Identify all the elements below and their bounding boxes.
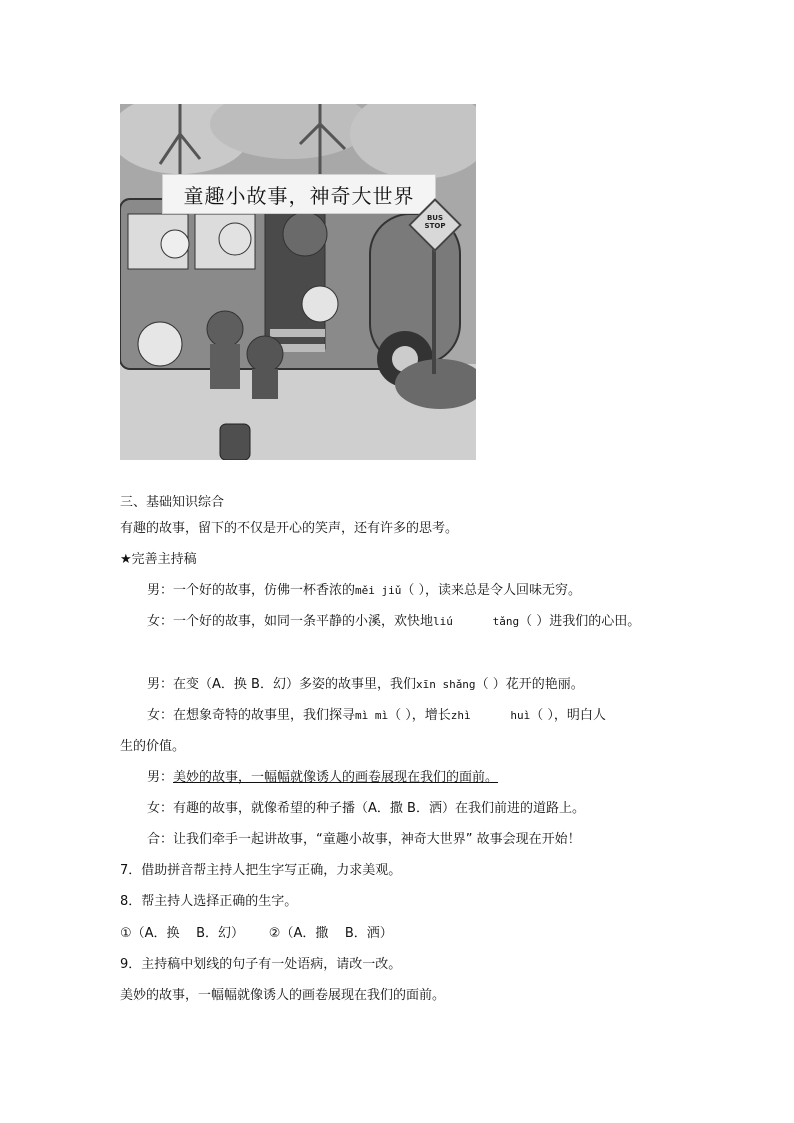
pinyin-xinshang: xīn shǎng: [415, 678, 476, 691]
underlined-sentence: 美妙的故事，一幅幅就像诱人的画卷展现在我们的面前。: [173, 770, 499, 785]
question-9-sentence: 美妙的故事，一幅幅就像诱人的画卷展现在我们的面前。: [120, 988, 446, 1003]
script-line-2: [147, 613, 640, 631]
pinyin-zhihui: zhì huì: [450, 709, 531, 722]
script-line-4-pre: 女：在想象奇特的故事里，我们探寻: [147, 708, 356, 723]
section-heading: 三、基础知识综合: [120, 495, 225, 510]
script-line-1: [147, 582, 581, 600]
script-line-1-pre: 男：一个好的故事，仿佛一杯香浓的: [147, 583, 356, 598]
script-line-3: [147, 676, 584, 694]
bus-stop-line1: BUS: [426, 214, 444, 222]
bus-stop-line2: STOP: [424, 222, 446, 230]
script-line-3-post: （ ）花开的艳丽。: [475, 677, 584, 692]
script-line-4-post: （ ），明白人: [530, 708, 606, 723]
pinyin-meijiu: měi jiǔ: [355, 584, 402, 597]
question-7: 7．借助拼音帮主持人把生字写正确，力求美观。: [120, 863, 402, 878]
pinyin-liutang: liú tǎng: [433, 615, 520, 628]
script-line-1-post: （ ），读来总是令人回味无穷。: [401, 583, 582, 598]
script-line-5: [147, 769, 498, 787]
script-line-3-pre: 男：在变（A．换 B．幻）多姿的故事里，我们: [147, 677, 416, 692]
question-8-options: ①（A．换 B．幻） ②（A．撒 B．洒）: [120, 926, 393, 941]
section-intro: 有趣的故事，留下的不仅是开心的笑声，还有许多的思考。: [120, 521, 459, 536]
script-line-7: 合：让我们牵手一起讲故事，“童趣小故事，神奇大世界” 故事会现在开始！: [147, 832, 581, 847]
pinyin-mimi: mì mì: [355, 709, 389, 722]
bus-stop-sign-text: [418, 214, 452, 230]
script-line-2-post: （ ）进我们的心田。: [519, 614, 641, 629]
story-illustration: [120, 104, 476, 460]
illustration-banner: 童趣小故事，神奇大世界: [162, 174, 436, 214]
script-line-6: 女：有趣的故事，就像希望的种子播（A．撒 B．洒）在我们前进的道路上。: [147, 801, 585, 816]
question-8: 8．帮主持人选择正确的生字。: [120, 894, 298, 909]
script-line-5-label: 男：: [147, 770, 174, 785]
script-line-4-mid: （ ），增长: [388, 708, 451, 723]
question-9: 9．主持稿中划线的句子有一处语病，请改一改。: [120, 957, 402, 972]
script-line-4: [147, 707, 606, 725]
task-title: ★完善主持稿: [120, 552, 197, 567]
script-line-2-pre: 女：一个好的故事，如同一条平静的小溪，欢快地: [147, 614, 434, 629]
bus-scene-image: [120, 104, 476, 460]
script-line-4-continued: 生的价值。: [120, 739, 186, 754]
